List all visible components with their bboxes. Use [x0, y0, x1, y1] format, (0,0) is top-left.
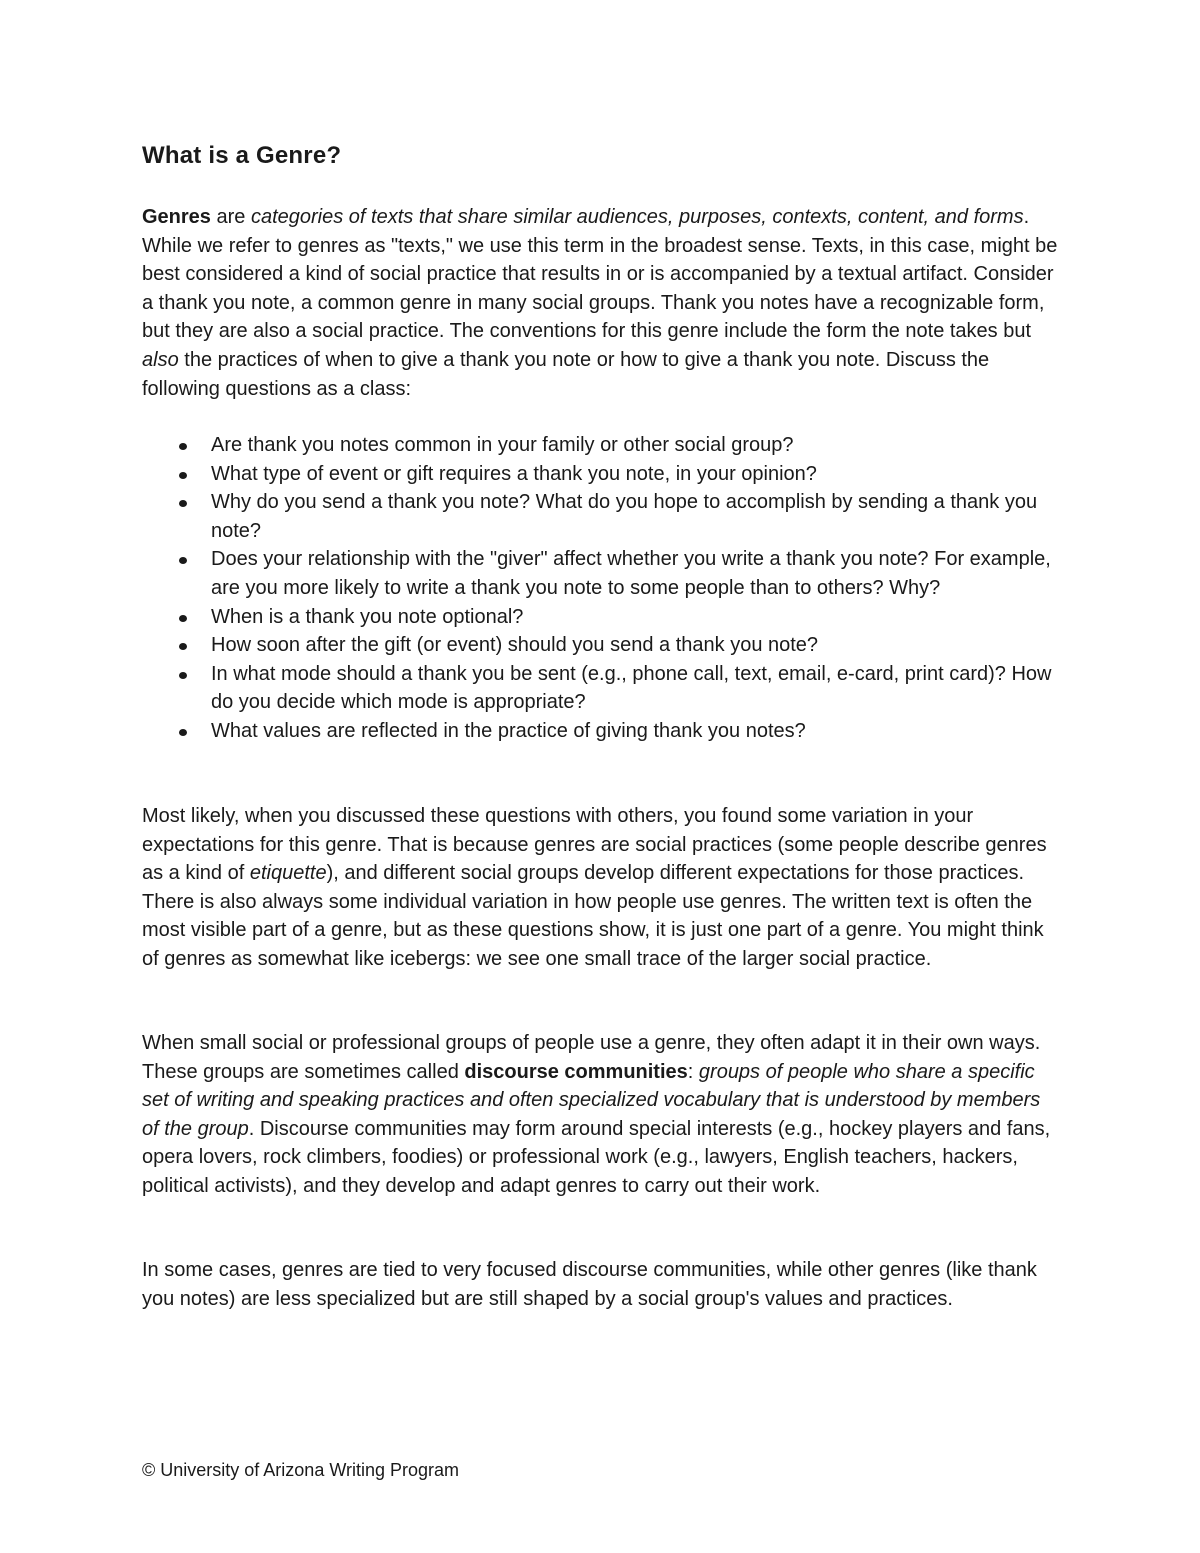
bullet-icon — [179, 672, 187, 679]
etiquette-emphasis: etiquette — [249, 862, 327, 885]
bullet-icon — [179, 643, 187, 650]
list-item-text: How soon after the gift (or event) should you send a thank you note? — [211, 634, 819, 657]
variation-text-b: ), and different social groups develop different expectations for those practices. There is also always some individual variation in how people use genres. The written text is often the most visible part of a genre, but as these questions show, it is just one part of a genre. You might think of genres as somewhat like icebergs: we see one small trace of the larger social practice. — [142, 862, 1044, 970]
discourse-term: discourse communities — [464, 1060, 688, 1083]
list-item — [142, 717, 1062, 746]
list-item-text: Are thank you notes common in your family or other social group? — [211, 434, 794, 456]
copyright-footer: © University of Arizona Writing Program — [142, 1460, 460, 1480]
bullet-icon — [179, 729, 187, 736]
intro-text-a: . While we refer to genres as "texts," we use this term in the broadest sense. Texts, in this case, might be best considered a kind of social practice that results in or is accompanied by a textual artifact. Consider a thank you note, a common genre in many social groups. Thank you notes have a recognizable form, but they are also a social practice. The conventions for this genre include the form the note takes but — [142, 206, 1058, 343]
list-item — [142, 460, 1062, 489]
genres-term: Genres — [142, 206, 211, 228]
list-item — [142, 431, 1062, 460]
bullet-icon — [179, 472, 187, 479]
list-item — [142, 488, 1062, 545]
list-item-text: When is a thank you note optional? — [211, 605, 524, 628]
page-title: What is a Genre? — [142, 142, 342, 169]
list-item-text: Does your relationship with the "giver" affect whether you write a thank you note? For example, are you more likely to write a thank you note to some people than to others? Why? — [211, 548, 1051, 599]
intro-text-b: the practices of when to give a thank you note or how to give a thank you note. Discuss the following questions as a class: — [142, 348, 990, 400]
discourse-text-a: When small social or professional groups of people use a genre, they often adapt it in their own ways. These groups are sometimes called — [142, 1032, 1041, 1083]
discussion-questions-list — [142, 431, 1062, 746]
genres-definition: categories of texts that share similar audiences, purposes, contexts, content, and forms — [250, 206, 1024, 228]
variation-paragraph — [142, 802, 1062, 974]
variation-text-a: Most likely, when you discussed these questions with others, you found some variation in your expectations for this genre. That is because genres are social practices (some people describe genres as a kind of — [142, 805, 1047, 885]
list-item-text: What type of event or gift requires a thank you note, in your opinion? — [211, 462, 817, 485]
discourse-paragraph — [142, 1029, 1062, 1201]
list-item — [142, 631, 1062, 660]
intro-paragraph — [142, 203, 1062, 403]
list-item — [142, 660, 1062, 717]
discourse-text-b: . Discourse communities may form around special interests (e.g., hockey players and fans, opera lovers, rock climbers, foodies) or professional work (e.g., lawyers, English teachers, hackers, political activists), and they develop and adapt genres to carry out their work. — [142, 1117, 1051, 1197]
list-item — [142, 603, 1062, 632]
discourse-colon: : — [687, 1060, 699, 1083]
bullet-icon — [179, 615, 187, 622]
bullet-icon — [179, 557, 187, 564]
discourse-definition: groups of people who share a specific set of writing and speaking practices and often specialized vocabulary that is understood by members of the group — [142, 1060, 1041, 1140]
list-item-text: Why do you send a thank you note? What do you hope to accomplish by sending a thank you note? — [211, 491, 1038, 542]
closing-paragraph: In some cases, genres are tied to very focused discourse communities, while other genres (like thank you notes) are less specialized but are still shaped by a social group's values and practices. — [142, 1259, 1037, 1310]
bullet-icon — [179, 500, 187, 507]
intro-emphasis: also — [142, 348, 179, 371]
list-item-text: In what mode should a thank you be sent (e.g., phone call, text, email, e-card, print card)? How do you decide which mode is appropriate? — [211, 662, 1052, 714]
bullet-icon — [179, 443, 187, 450]
list-item — [142, 545, 1062, 602]
intro-connector: are — [210, 206, 251, 228]
list-item-text: What values are reflected in the practice of giving thank you notes? — [211, 719, 806, 742]
